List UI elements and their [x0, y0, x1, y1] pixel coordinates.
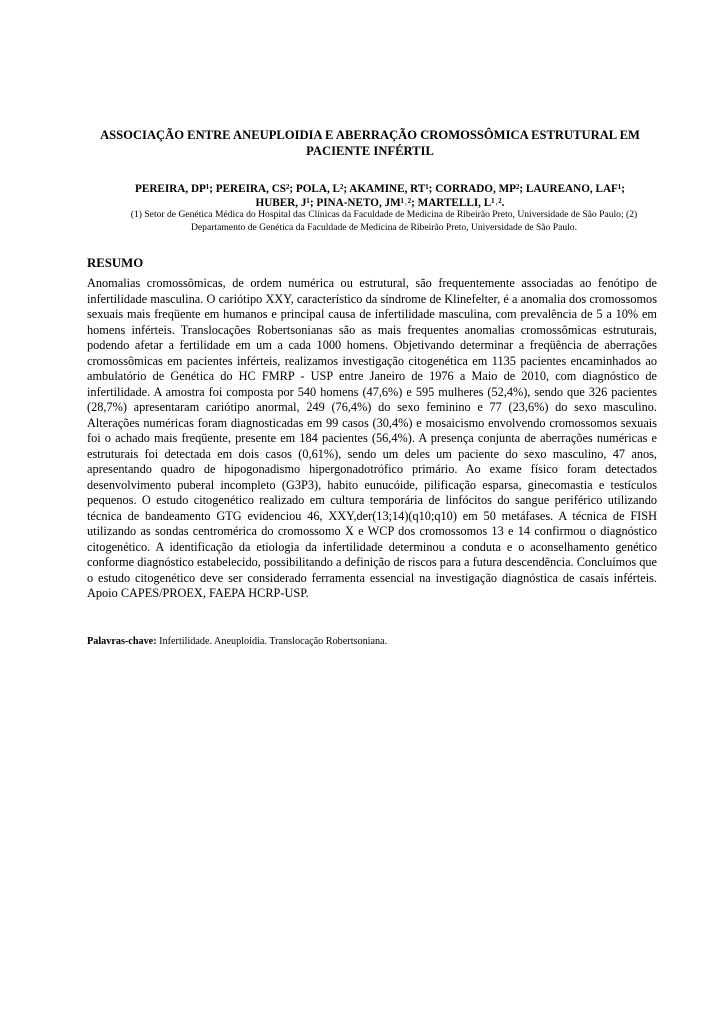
- abstract-heading: RESUMO: [87, 256, 144, 270]
- author-affiliations: (1) Setor de Genética Médica do Hospital das Clínicas da Faculdade de Medicina de Ribeirão Preto, Universidade de São Paulo; (2) Departamento de Genética da Faculdade de Medicina de Ribeirão Preto, Universidade de São Paulo.: [130, 209, 638, 233]
- keywords-line: [87, 635, 657, 648]
- abstract-body: Anomalias cromossômicas, de ordem numérica ou estrutural, são frequentemente associadas ao fenótipo de infertilidade masculina. O cariótipo XXY, característico da síndrome de Klinefelter, é a anomalia dos cromossomos sexuais mais freqüente em humanos e principal causa de infertilidade masculina, com prevalência de 5 a 10% em homens inférteis. Translocações Robertsonianas são as mais frequentes anomalias cromossômicas estruturais, podendo afetar a fertilidade em um a cada 1000 homens. Objetivando determinar a freqüência de aberrações cromossômicas em pacientes inférteis, realizamos investigação citogenética em 1135 pacientes encaminhados ao ambulatório de Genética do HC FMRP - USP entre Janeiro de 1976 a Maio de 2010, com diagnóstico de infertilidade. A amostra foi composta por 540 homens (47,6%) e 595 mulheres (52,4%), sendo que 326 pacientes (28,7%) apresentaram cariótipo anormal, 249 (76,4%) do sexo feminino e 77 (23,6%) do sexo masculino. Alterações numéricas foram diagnosticadas em 99 casos (30,4%) e mosaicismo envolvendo cromossomos sexuais foi o achado mais freqüente, presente em 184 pacientes (56,4%). A presença conjunta de aberrações numéricas e estruturais foi detectada em dois casos (0,61%), sendo um deles um paciente do sexo masculino, 47 anos, apresentando quadro de hipogonadismo hipergonadotrófico primário. Ao exame físico foram detectados desenvolvimento puberal incompleto (G3P3), habito eunucóide, pilificação esparsa, ginecomastia e testículos pequenos. O estudo citogenético realizado em cultura temporária de linfócitos do sangue periférico utilizando técnica de bandeamento GTG evidenciou 46, XXY,der(13;14)(q10;q10) em 50 metáfases. A técnica de FISH utilizando as sondas centromérica do cromossomo X e WCP dos cromossomos 13 e 14 confirmou o diagnóstico citogenético. A identificação da etiologia da infertilidade determinou a conduta e o aconselhamento genético conforme diagnóstico estabelecido, possibilitando a definição de riscos para a futura descendência. Concluímos que o estudo citogenético deve ser considerado ferramenta essencial na investigação diagnóstica de casais inférteis. Apoio CAPES/PROEX, FAEPA HCRP-USP.: [87, 276, 657, 600]
- author-list: PEREIRA, DP¹; PEREIRA, CS²; POLA, L²; AKAMINE, RT¹; CORRADO, MP²; LAUREANO, LAF¹; HUBER, J¹; PINA-NETO, JM¹˒²; MARTELLI, L¹˒².: [135, 183, 625, 209]
- keywords-label: Palavras-chave:: [87, 636, 157, 647]
- document-title: ASSOCIAÇÃO ENTRE ANEUPLOIDIA E ABERRAÇÃO CROMOSSÔMICA ESTRUTURAL EM PACIENTE INFÉRTIL: [100, 128, 640, 158]
- keywords-text: Infertilidade. Aneuploidia. Translocação Robertsoniana.: [159, 636, 388, 647]
